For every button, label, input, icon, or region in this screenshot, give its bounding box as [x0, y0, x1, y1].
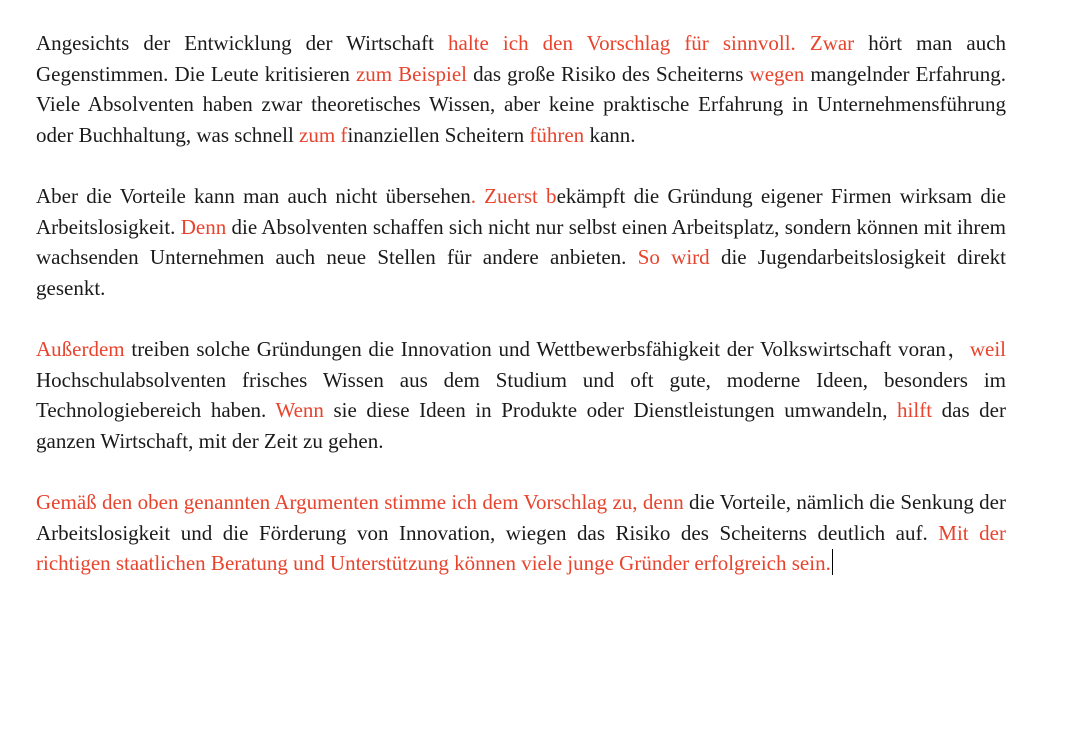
highlighted-text: . Zuerst b: [470, 184, 557, 208]
highlighted-text: Wenn: [275, 398, 324, 422]
body-text: die Absolventen schaffen sich nicht nur selbst einen Arbeitsplatz, sondern können mit ihrem wachsenden Unternehmen auch neue Stellen für andere anbieten.: [36, 214, 1006, 269]
body-text: Hochschulabsolventen frisches Wissen aus dem Studium und oft gute, moderne Ideen, besonders im Technologiebereich haben.: [36, 367, 1006, 422]
body-text: die Vorteile, nämlich die Senkung der Arbeitslosigkeit und die Förderung von Innovation, wiegen das Risiko des Scheiterns deutlich auf.: [36, 490, 1006, 545]
paragraph-4[interactable]: [36, 487, 1006, 579]
document-page[interactable]: [36, 28, 1006, 610]
highlighted-text: Außerdem: [36, 337, 125, 361]
body-text: die Jugendarbeitslosigkeit direkt gesenkt.: [36, 245, 1006, 300]
text-cursor: [832, 549, 833, 575]
paragraph-3[interactable]: [36, 334, 1006, 456]
paragraph-2[interactable]: [36, 181, 1006, 303]
paragraph-1[interactable]: [36, 28, 1006, 150]
highlighted-text: führen: [529, 122, 585, 147]
body-text: Angesichts der Entwicklung der Wirtschaft: [36, 31, 449, 55]
highlighted-text: So wird: [637, 245, 710, 269]
body-text: mangelnder Erfahrung. Viele Absolventen haben zwar theoretisches Wissen, aber keine praktische Erfahrung in Unternehmensführung oder Buchhaltung, was schnell: [36, 61, 1007, 147]
highlighted-text: Gemäß den oben genannten Argumenten stimme ich dem Vorschlag zu, denn: [36, 490, 684, 514]
body-text: das große Risiko des Scheiterns: [467, 61, 750, 86]
body-text: das der ganzen Wirtschaft, mit der Zeit zu gehen.: [36, 398, 1007, 453]
highlighted-text: hilft: [897, 398, 933, 422]
body-text: sie diese Ideen in Produkte oder Dienstleistungen umwandeln,: [323, 398, 898, 422]
highlighted-text: wegen: [749, 61, 805, 86]
body-text: hört man auch Gegenstimmen. Die Leute kritisieren: [36, 31, 1007, 86]
highlighted-text: halte ich den Vorschlag für sinnvoll. Zwar: [448, 31, 855, 55]
highlighted-text: weil: [969, 337, 1006, 361]
highlighted-text: zum Beispiel: [355, 61, 467, 86]
body-text: kann.: [584, 122, 636, 147]
body-text: ekämpft die Gründung eigener Firmen wirksam die Arbeitslosigkeit.: [36, 184, 1006, 239]
body-text: inanziellen Scheitern: [347, 122, 530, 147]
body-text: Aber die Vorteile kann man auch nicht übersehen: [36, 184, 471, 208]
highlighted-text: Denn: [180, 214, 227, 239]
highlighted-text: zum f: [299, 122, 348, 147]
highlighted-text: Mit der richtigen staatlichen Beratung und Unterstützung können viele junge Gründer erfolgreich sein.: [36, 520, 1006, 575]
body-text: treiben solche Gründungen die Innovation und Wettbewerbsfähigkeit der Volkswirtschaft voran，: [124, 337, 970, 361]
